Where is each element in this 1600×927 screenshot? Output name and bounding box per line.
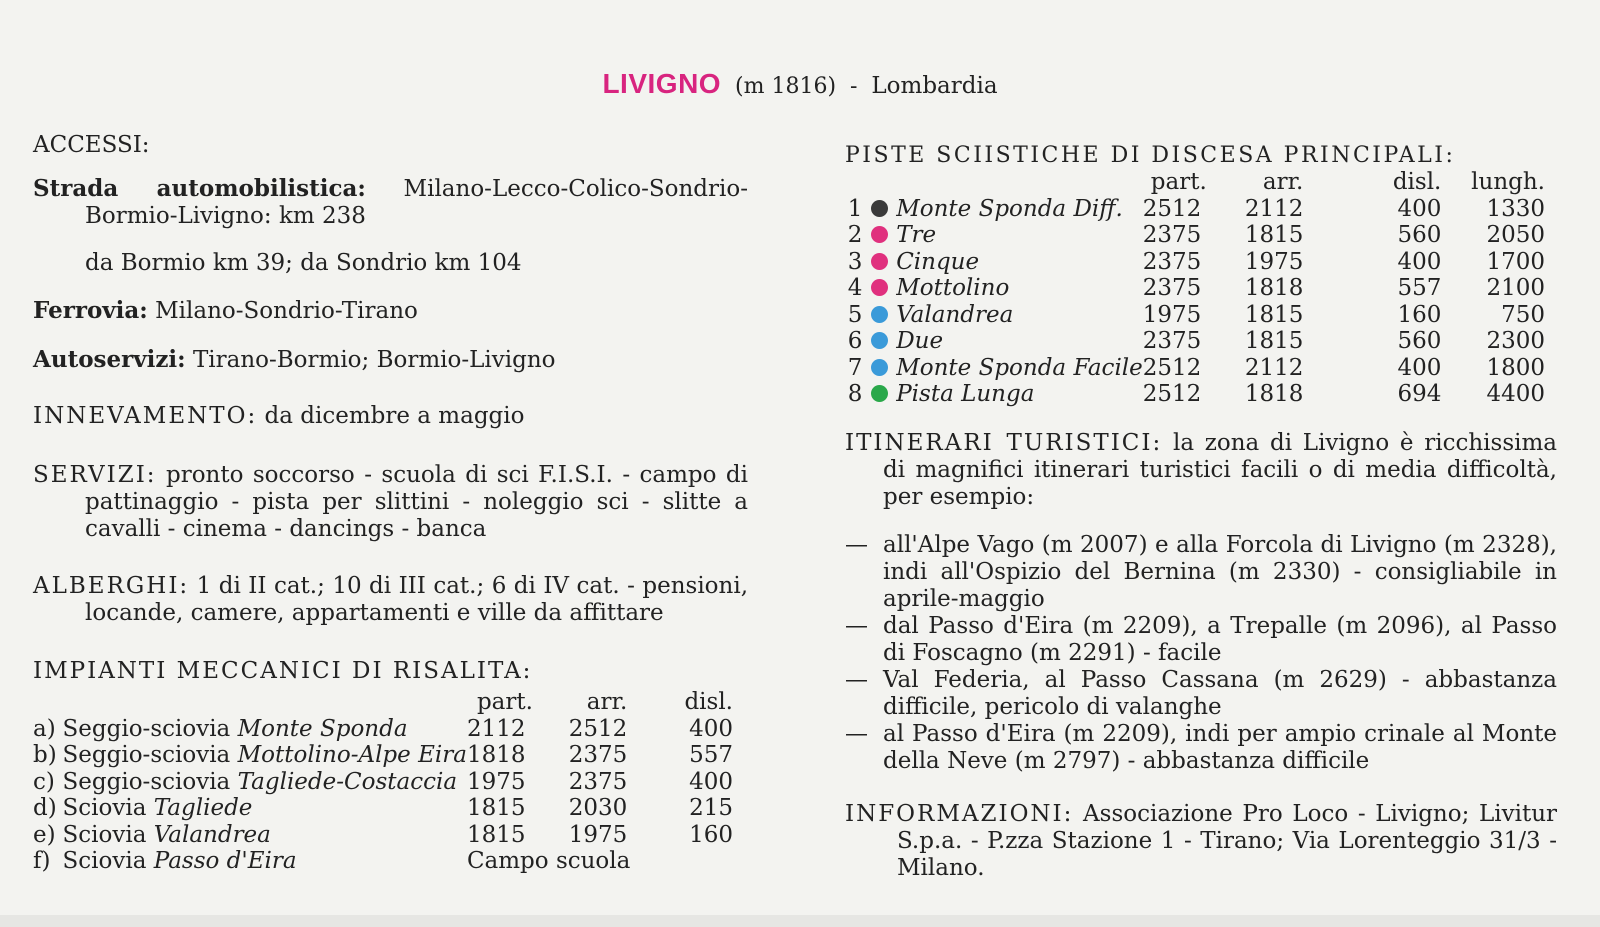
piste-part: 2375 <box>1142 275 1202 301</box>
difficulty-dot-icon <box>871 226 888 243</box>
impianti-name: Monte Sponda <box>237 715 408 742</box>
strada-section <box>33 175 748 230</box>
piste-col-disl: disl. <box>1392 169 1442 195</box>
impianti-arr: 1975 <box>568 821 628 848</box>
impianti-disl: 160 <box>689 821 733 848</box>
impianti-col-arr: arr. <box>586 689 628 715</box>
piste-row <box>845 249 1545 276</box>
impianti-arr: 2512 <box>568 715 628 742</box>
piste-number: 1 <box>847 195 863 222</box>
informazioni-label: INFORMAZIONI: <box>845 800 1074 827</box>
piste-disl: 560 <box>1397 222 1442 248</box>
piste-part: 2375 <box>1142 328 1202 354</box>
impianti-arr: 2030 <box>568 795 628 821</box>
impianti-part: 1818 <box>466 742 526 768</box>
impianti-row <box>33 716 733 743</box>
right-column <box>845 142 1557 882</box>
piste-number: 4 <box>847 275 863 301</box>
impianti-note: Campo scuola <box>466 848 631 874</box>
impianti-type: Seggio-sciovia <box>62 768 231 795</box>
ferrovia-label: Ferrovia: <box>33 297 148 324</box>
impianti-name: Passo d'Eira <box>153 848 297 874</box>
piste-lungh: 2050 <box>1486 222 1545 248</box>
piste-name: Monte Sponda Diff. <box>896 195 1123 222</box>
piste-lungh: 2100 <box>1486 275 1545 301</box>
alberghi-section <box>33 573 748 627</box>
impianti-name: Tagliede-Costaccia <box>237 768 458 795</box>
itinerary-text: dal Passo d'Eira (m 2209), a Trepalle (m 2096), al Passo di Foscagno (m 2291) - facile <box>883 612 1557 666</box>
piste-disl: 400 <box>1397 354 1442 381</box>
piste-number: 6 <box>847 328 863 354</box>
piste-row <box>845 302 1545 329</box>
page-footer-strip <box>0 915 1600 927</box>
difficulty-dot-icon <box>871 200 888 217</box>
difficulty-dot-icon <box>871 253 888 270</box>
strada-text: Milano-Lecco-Colico-Sondrio-Bormio-Livigno: km 238 <box>85 176 748 229</box>
piste-header-row <box>845 169 1545 196</box>
ferrovia-section <box>33 297 748 325</box>
altitude: (m 1816) <box>735 74 837 99</box>
piste-part: 2375 <box>1142 222 1202 248</box>
piste-number: 5 <box>847 301 863 328</box>
piste-lungh: 1330 <box>1486 195 1545 222</box>
piste-number: 2 <box>847 222 863 248</box>
piste-disl: 400 <box>1397 195 1442 222</box>
alberghi-label: ALBERGHI: <box>33 573 190 599</box>
piste-arr: 2112 <box>1244 354 1304 381</box>
alberghi-text: 1 di II cat.; 10 di III cat.; 6 di IV cat. - pensioni, locande, camere, appartamenti e ville da affittare <box>85 573 748 626</box>
impianti-heading: IMPIANTI MECCANICI DI RISALITA: <box>33 658 533 684</box>
autoservizi-text: Tirano-Bormio; Bormio-Livigno <box>192 347 556 373</box>
itinerary-text: al Passo d'Eira (m 2209), indi per ampio crinale al Monte della Neve (m 2797) - abbastanza difficile <box>883 720 1557 774</box>
dash-mark: — <box>845 720 868 747</box>
piste-arr: 1818 <box>1244 381 1304 407</box>
piste-disl: 160 <box>1397 301 1442 328</box>
impianti-row <box>33 848 733 875</box>
page-title <box>0 68 1600 100</box>
impianti-part: 2112 <box>466 715 526 742</box>
impianti-header-row <box>33 689 733 716</box>
innevamento-section <box>33 403 748 430</box>
dash-mark: — <box>845 612 868 639</box>
impianti-disl: 400 <box>689 768 733 795</box>
piste-arr: 2112 <box>1244 195 1304 222</box>
impianti-row <box>33 769 733 796</box>
piste-col-lungh: lungh. <box>1471 169 1545 195</box>
impianti-type: Seggio-sciovia <box>62 742 231 768</box>
impianti-part: 1975 <box>466 768 526 795</box>
autoservizi-label: Autoservizi: <box>33 346 186 373</box>
piste-name: Mottolino <box>896 275 1010 301</box>
piste-arr: 1975 <box>1244 248 1304 275</box>
piste-name: Monte Sponda Facile <box>896 354 1143 381</box>
difficulty-dot-icon <box>871 385 888 402</box>
itinerary-text: all'Alpe Vago (m 2007) e alla Forcola di Livigno (m 2328), indi all'Ospizio del Bernina (m 2330) - consigliabile in aprile-maggio <box>883 531 1557 612</box>
piste-row <box>845 328 1545 355</box>
piste-number: 8 <box>847 381 863 407</box>
accessi-heading: ACCESSI: <box>33 132 150 158</box>
piste-part: 2512 <box>1142 381 1202 407</box>
itinerari-intro: la zona di Livigno è ricchissima di magnifici itinerari turistici facili o di media difficoltà, per esempio: <box>883 429 1558 510</box>
piste-disl: 400 <box>1397 248 1442 275</box>
difficulty-dot-icon <box>871 359 888 376</box>
piste-number: 7 <box>847 354 863 381</box>
itinerari-section <box>845 430 1557 511</box>
strada-extra: da Bormio km 39; da Sondrio km 104 <box>85 250 522 276</box>
itinerary-item <box>845 721 1557 775</box>
piste-part: 2375 <box>1142 248 1202 275</box>
servizi-text: pronto soccorso - scuola di sci F.I.S.I. - campo di pattinaggio - pista per slittini - noleggio sci - slitte a cavalli - cinema - dancings - banca <box>85 462 748 542</box>
dash-mark: — <box>845 531 868 558</box>
impianti-arr: 2375 <box>568 742 628 768</box>
impianti-letter: c) <box>33 768 55 795</box>
piste-table <box>845 169 1545 408</box>
piste-arr: 1818 <box>1244 275 1304 301</box>
piste-lungh: 4400 <box>1486 381 1545 407</box>
piste-row <box>845 275 1545 302</box>
piste-disl: 557 <box>1397 275 1442 301</box>
itinerari-label: ITINERARI TURISTICI: <box>845 429 1163 456</box>
difficulty-dot-icon <box>871 332 888 349</box>
impianti-part: 1815 <box>466 821 526 848</box>
impianti-name: Tagliede <box>153 795 253 821</box>
impianti-arr: 2375 <box>568 768 628 795</box>
impianti-disl: 400 <box>689 715 733 742</box>
impianti-type: Sciovia <box>62 795 147 821</box>
piste-name: Due <box>896 328 944 354</box>
piste-row <box>845 196 1545 223</box>
impianti-letter: a) <box>33 715 56 742</box>
impianti-part: 1815 <box>466 795 526 821</box>
piste-lungh: 1700 <box>1486 248 1545 275</box>
impianti-letter: d) <box>33 795 57 821</box>
piste-part: 2512 <box>1142 195 1202 222</box>
piste-col-part: part. <box>1150 169 1207 195</box>
piste-arr: 1815 <box>1244 222 1304 248</box>
piste-part: 1975 <box>1142 301 1202 328</box>
impianti-disl: 215 <box>689 795 733 821</box>
impianti-table <box>33 689 733 875</box>
piste-arr: 1815 <box>1244 301 1304 328</box>
impianti-disl: 557 <box>689 742 733 768</box>
strada-label: Strada automobilistica: <box>33 175 366 202</box>
itinerary-item <box>845 532 1557 613</box>
servizi-label: SERVIZI: <box>33 462 157 488</box>
piste-disl: 694 <box>1397 381 1442 407</box>
dash-mark: — <box>845 666 868 693</box>
impianti-type: Seggio-sciovia <box>62 715 231 742</box>
impianti-type: Sciovia <box>62 848 147 874</box>
impianti-letter: b) <box>33 742 57 768</box>
piste-name: Pista Lunga <box>896 381 1035 407</box>
impianti-row <box>33 742 733 769</box>
impianti-name: Valandrea <box>153 821 271 848</box>
impianti-letter: f) <box>33 848 51 874</box>
difficulty-dot-icon <box>871 279 888 296</box>
innevamento-text: da dicembre a maggio <box>264 403 525 429</box>
piste-row <box>845 355 1545 382</box>
piste-name: Cinque <box>896 248 980 275</box>
impianti-letter: e) <box>33 821 56 848</box>
impianti-name: Mottolino-Alpe Eira <box>237 742 467 768</box>
piste-row <box>845 381 1545 408</box>
piste-lungh: 2300 <box>1486 328 1545 354</box>
piste-disl: 560 <box>1397 328 1442 354</box>
autoservizi-section <box>33 346 748 374</box>
ferrovia-text: Milano-Sondrio-Tirano <box>155 298 418 324</box>
piste-name: Tre <box>896 222 937 248</box>
impianti-type: Sciovia <box>62 821 147 848</box>
impianti-col-disl: disl. <box>684 689 733 715</box>
innevamento-label: INNEVAMENTO: <box>33 403 258 429</box>
piste-part: 2512 <box>1142 354 1202 381</box>
informazioni-text: Associazione Pro Loco - Livigno; Livitur S.p.a. - P.zza Stazione 1 - Tirano; Via Lorenteggio 31/3 - Milano. <box>897 800 1557 881</box>
piste-row <box>845 222 1545 249</box>
piste-heading: PISTE SCIISTICHE DI DISCESA PRINCIPALI: <box>845 143 1456 168</box>
impianti-row <box>33 822 733 849</box>
piste-lungh: 1800 <box>1486 354 1545 381</box>
itinerary-text: Val Federia, al Passo Cassana (m 2629) - abbastanza difficile, pericolo di valanghe <box>883 666 1557 720</box>
piste-col-arr: arr. <box>1262 169 1304 195</box>
itinerary-item <box>845 613 1557 667</box>
servizi-section <box>33 462 748 543</box>
impianti-row <box>33 795 733 822</box>
itinerary-item <box>845 667 1557 721</box>
left-column <box>33 132 748 875</box>
place-name: LIVIGNO <box>602 68 722 99</box>
piste-lungh: 750 <box>1501 301 1545 328</box>
piste-name: Valandrea <box>896 301 1014 328</box>
impianti-col-part: part. <box>476 689 533 715</box>
informazioni-section <box>845 801 1557 882</box>
title-separator: - <box>850 74 858 99</box>
difficulty-dot-icon <box>871 306 888 323</box>
region-name: Lombardia <box>871 73 998 99</box>
piste-number: 3 <box>847 248 863 275</box>
piste-arr: 1815 <box>1244 328 1304 354</box>
